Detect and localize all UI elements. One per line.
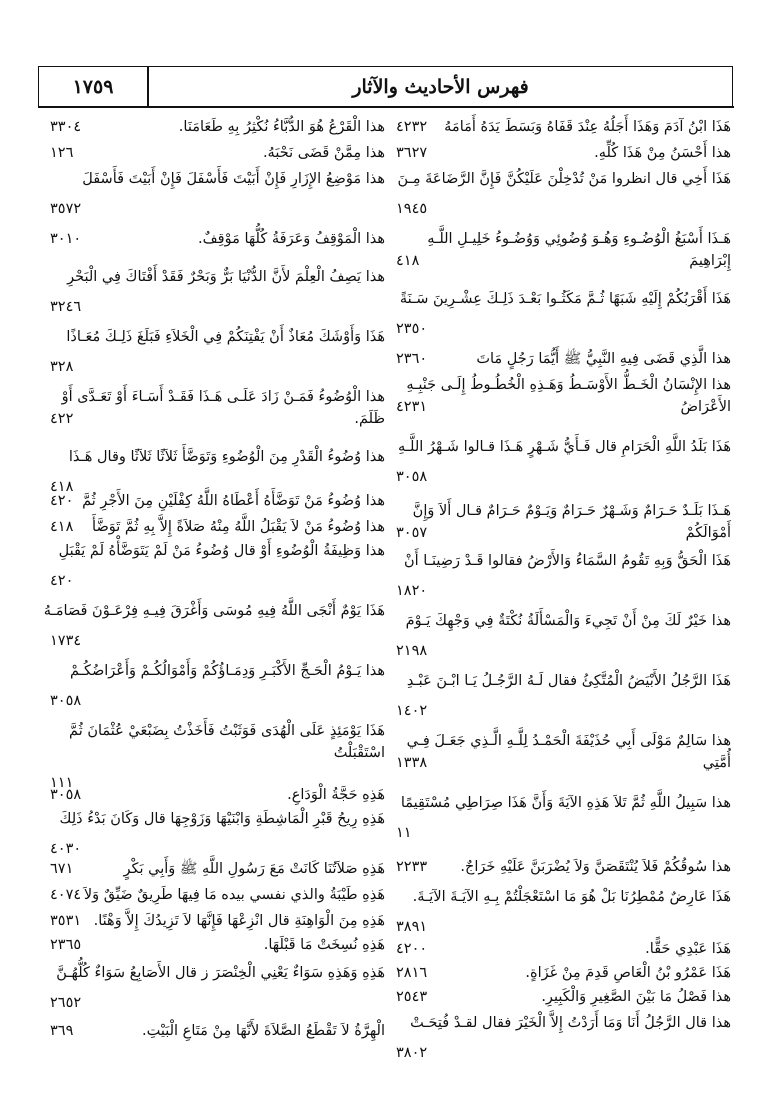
hadith-number: ٣٣٠٤	[50, 119, 82, 135]
entry-text: هَذَا أَقْرَبُكُمْ إِلَيْهِ شَبَهًا ثُـمَّ مَكَثُـوا بَعْـدَ ذَلِـكَ عِشْـرِينَ سَـنَةً	[399, 291, 731, 307]
hadith-number: ٣٠٥٨	[50, 693, 82, 709]
hadith-number: ١٩٤٥	[396, 201, 428, 217]
hadith-number: ١٧٣٤	[50, 633, 82, 649]
hadith-number: ١٨٢٠	[396, 583, 428, 599]
hadith-number: ٤٢٠	[50, 493, 74, 509]
entry-text: هَذَا الرَّجُلُ الأَبْيَضُ الْمُتَّكِئُ فقال لَـهُ الرَّجُـلُ يَـا ابْـنَ عَبْـدِ	[406, 673, 731, 689]
hadith-number: ٤٢٢	[50, 411, 74, 427]
entry-text: هذا وُضُوءُ مَنْ لاَ يَقْبَلُ اللَّهُ مِنْهُ صَلاَةً إِلاَّ بِهِ ثُمَّ تَوَضَّأَ	[92, 519, 385, 535]
hadith-number: ٣٨٩١	[396, 919, 428, 935]
entry-text: هَذِهِ صَلاَتُنَا كَانَتْ مَعَ رَسُولِ اللَّهِ ﷺ وَأَبِي بَكْرٍ	[123, 861, 385, 877]
hadith-number: ٢٨١٦	[396, 965, 428, 981]
index-column-right	[396, 116, 731, 1096]
header-divider	[147, 67, 149, 107]
hadith-number: ٤٠٧٤	[50, 887, 82, 903]
hadith-number: ٣٢٤٦	[50, 299, 82, 315]
hadith-number: ٣٨٠٢	[396, 1045, 428, 1061]
hadith-number: ٣٠٥٨	[50, 787, 82, 803]
entry-text: هَذِهِ حَجَّةُ الْوَدَاعِ.	[287, 787, 385, 803]
hadith-number: ٣٦٢٧	[396, 145, 428, 161]
entry-text: هذا سَالِمٌ مَوْلَى أَبِي حُذَيْفَةَ الْحَمْـدُ لِلَّـهِ الَّـذِي جَعَـلَ فِـي	[406, 733, 731, 749]
entry-text: هَذِهِ مِنَ الْوَاهِنَةِ قال انْزِعْهَا فَإِنَّهَا لاَ تَزِيدُكَ إِلاَّ وَهْنًا.	[93, 913, 385, 929]
entry-text: هذا سَبِيلُ اللَّهِ ثُمَّ تَلاَ هَذِهِ الآيَةَ وَأَنَّ هَذَا صِرَاطِي مُسْتَقِيمًا	[400, 795, 731, 811]
hadith-number: ٤٢٠٠	[396, 941, 428, 957]
entry-text: هَذَا الْحَقُّ وَبِهِ تَقُومُ السَّمَاءُ وَالأَرْضُ فقالوا قَـدْ رَضِينَـا أَنْ	[404, 553, 731, 569]
entry-text: هذا الْمَوْقِفُ وَعَرَفَةُ كُلُّهَا مَوْقِفٌ.	[198, 231, 385, 247]
hadith-number: ١٣٣٨	[396, 755, 428, 771]
hadith-number: ٤١٨	[396, 253, 420, 269]
hadith-number: ٢٣٦٠	[396, 351, 428, 367]
hadith-number: ٣٠٥٨	[396, 469, 428, 485]
hadith-number: ١٢٦	[50, 145, 74, 161]
hadith-number: ٤١٨	[50, 479, 74, 495]
hadith-number: ٤٢٣١	[396, 399, 428, 415]
entry-text: الأَعْرَاضُ	[680, 399, 731, 415]
hadith-number: ٢٦٥٢	[50, 995, 82, 1011]
entry-text: هذا أَحْسَنُ مِنْ هَذَا كُلِّهِ.	[594, 145, 731, 161]
entry-text: هذا سُوقُكُمْ فَلاَ يُنْتَقَصَنَّ وَلاَ يُضْرَبَنَّ عَلَيْهِ خَرَاجٌ.	[460, 859, 731, 875]
hadith-number: ٣٠١٠	[50, 231, 82, 247]
entry-text: هَذَا ابْنُ آدَمَ وَهَذَا أَجَلُهُ عِنْدَ قَفَاهُ وَبَسَطَ يَدَهُ أَمَامَهُ	[444, 119, 731, 135]
entry-text: هذا يَصِفُ الْعِلْمَ لأَنَّ الدُّنْيَا بَرٌّ وَبَحْرٌ فَقَدْ أَفْتَاكَ فِي الْبَحْرِ	[67, 269, 385, 285]
entry-text: هذا خَيْرٌ لَكَ مِنْ أَنْ تَجِيءَ وَالْمَسْأَلَةُ نُكْتَةٌ فِي وَجْهِكَ يَـوْمَ	[405, 613, 731, 629]
hadith-number: ١١١	[50, 775, 74, 791]
hadith-number: ٤١٨	[50, 519, 74, 535]
hadith-number: ٦٧١	[50, 861, 74, 877]
hadith-number: ٢٥٤٣	[396, 989, 428, 1005]
entry-text: هَذَا يَوْمَئِذٍ عَلَى الْهُدَى فَوَثَبْتُ فَأَخَذْتُ بِضَبْعَيْ عُثْمَانَ ثُمَّ	[69, 723, 385, 739]
hadith-number: ٣٢٨	[50, 359, 74, 375]
entry-text: هذا مَوْضِعُ الإِزَارِ فَإِنْ أَبَيْتَ فَأَسْفَلَ فَإِنْ أَبَيْتَ فَأَسْفَلَ	[82, 171, 385, 187]
entry-text: هذا وُضُوءُ مَنْ تَوَضَّأَهُ أَعْطَاهُ اللَّهُ كِفْلَيْنِ مِنَ الأَجْرِ ثُمَّ	[82, 493, 385, 509]
page-header	[38, 66, 733, 107]
header-rule	[38, 106, 734, 108]
entry-text: هَذَا عَارِضٌ مُمْطِرُنَا بَلْ هُوَ مَا اسْتَعْجَلْتُمْ بِـهِ الآيَـةَ الآيَـةَ.	[412, 889, 731, 905]
entry-text: هَـذَا أَسْبَغُ الْوُضُـوءِ وَهُـوَ وُضُوئِي وَوُضُـوءُ خَلِيـلِ اللَّـهِ	[427, 231, 731, 247]
hadith-number: ٢٢٣٣	[396, 859, 428, 875]
hadith-number: ١١	[396, 825, 412, 841]
entry-text: هَذِهِ وَهَذِهِ سَوَاءٌ يَعْنِي الْخِنْصَرَ ز قال الأَصَابِعُ سَوَاءٌ كُلُّهُـنَّ	[56, 965, 385, 981]
page-title: فهرس الأحاديث والآثار	[352, 76, 529, 98]
hadith-number: ٤٢٠	[50, 573, 74, 589]
entry-text: هذا فَصْلُ مَا بَيْنَ الصَّغِيرِ وَالْكَبِيرِ.	[541, 989, 731, 1005]
entry-text: هذا قال الرَّجُلُ أَنَا وَمَا أَرَدْتُ إِلاَّ الْخَيْرَ فقال لقـدْ فُتِحَـتْ	[410, 1015, 731, 1031]
hadith-number: ٢٣٥٠	[396, 321, 428, 337]
entry-text: هذا مِمَّنْ قَضَى نَحْبَهُ.	[262, 145, 385, 161]
entry-text: هذا الَّذِي قَضَى فِيهِ النَّبِيُّ ﷺ أَيُّمَا رَجُلٍ مَاتَ	[476, 351, 731, 367]
entry-text: هَذَا وَأَوْشَكَ مُعَاذٌ أَنْ يَفْتِنَكُمْ فِي الْخَلاَءِ فَبَلَغَ ذَلِـكَ مُعَـاذًا	[66, 329, 385, 345]
entry-text: أَمْوَالَكُمْ	[685, 525, 731, 541]
entry-text: أُمَّتِي	[702, 755, 731, 771]
entry-text: هَذَا عَبْدِي حَقًّا.	[645, 941, 731, 957]
entry-text: هذا الْوُضُوءُ فَمَـنْ زَادَ عَلَـى هَـذَا فَقَـدْ أَسَـاءَ أَوْ تَعَـدَّى أَوْ	[61, 389, 385, 405]
hadith-number: ١٤٠٢	[396, 703, 428, 719]
entry-text: هذا وَظِيفَةُ الْوُضُوءِ أَوْ قال وُضُوءُ مَنْ لَمْ يَتَوَضَّأْهُ لَمْ يَقْبَلِ	[58, 543, 385, 559]
entry-text: هَذِهِ طَيْبَةُ والذي نفسي بيده مَا فِيهَا طَرِيقٌ ضَيِّقٌ وَلاَ	[83, 887, 385, 903]
hadith-number: ٣٦٩	[50, 1023, 74, 1039]
entry-text: هَـذَا بَلَـدٌ حَـرَامٌ وَشَـهْرٌ حَـرَامٌ وَيَـوْمٌ حَـرَامٌ قـال أَلاَ وَإِنَّ	[412, 503, 731, 519]
hadith-number: ٣٥٧٢	[50, 201, 82, 217]
entry-text: هَذَا بَلَدُ اللَّهِ الْحَرَامِ قال فَـأَيُّ شَـهْرٍ هَـذَا قـالوا شَـهْرُ اللَّـهِ	[398, 439, 731, 455]
entry-text: هَذِهِ رِيحُ قَبْرِ الْمَاشِطَةِ وَابْنَيْهَا وَزَوْجِهَا قال وَكَانَ بَدْءُ ذَلِكَ	[59, 811, 385, 827]
entry-text: هَذَا يَوْمٌ أَنْجَى اللَّهُ فِيهِ مُوسَى وَأَغْرَقَ فِيـهِ فِرْعَـوْنَ فَصَامَـهُ	[43, 603, 385, 619]
entry-text: هَذَا عَمْرُو بْنُ الْعَاصِ قَدِمَ مِنْ غَزَاةٍ.	[525, 965, 731, 981]
entry-text: هذا يَـوْمُ الْحَـجِّ الأَكْبَـرِ وَدِمَـاؤُكُمْ وَأَمْوَالُكُـمْ وَأَعْرَاضُكُـمْ	[70, 663, 385, 679]
hadith-number: ٢١٩٨	[396, 643, 428, 659]
entry-text: هذا الإِنْسَانُ الْخَـطُّ الأَوْسَـطُ وَهَـذِهِ الْخُطُـوطُ إِلَـى جَنْبِـهِ	[406, 377, 731, 393]
index-column-left	[43, 116, 385, 1096]
entry-text: ظَلَمَ.	[354, 411, 385, 427]
hadith-number: ٤٢٣٢	[396, 119, 428, 135]
entry-text: الْهِرَّةُ لاَ تَقْطَعُ الصَّلاَةَ لأَنَّهَا مِنْ مَتَاعِ الْبَيْتِ.	[142, 1023, 385, 1039]
entry-text: اسْتَقْبَلْتُ	[333, 745, 385, 761]
hadith-number: ٣٠٥٧	[396, 525, 428, 541]
entry-text: هَذِهِ نُسِخَتْ مَا قَبْلَهَا.	[263, 937, 385, 953]
hadith-number: ٢٣٦٥	[50, 937, 82, 953]
entry-text: إِبْرَاهِيمَ	[689, 253, 731, 269]
hadith-number: ٤٠٣٠	[50, 841, 82, 857]
entry-text: هَذَا أَخِي قال انظروا مَنْ تُدْخِلْنَ عَلَيْكُنَّ فَإِنَّ الرَّضَاعَةَ مِـنَ	[397, 171, 731, 187]
entry-text: هذا الْقَرْعُ هُوَ الدُّبَّاءُ نُكْثِرُ بِهِ طَعَامَنَا.	[178, 119, 385, 135]
entry-text: هذا وُضُوءُ الْقَدْرِ مِنَ الْوُضُوءِ وَتَوَضَّأَ ثَلاَثًا ثَلاَثًا وقال هَـذَا	[68, 449, 385, 465]
hadith-number: ٣٥٣١	[50, 913, 82, 929]
page-number: ١٧٥٩	[72, 76, 114, 98]
